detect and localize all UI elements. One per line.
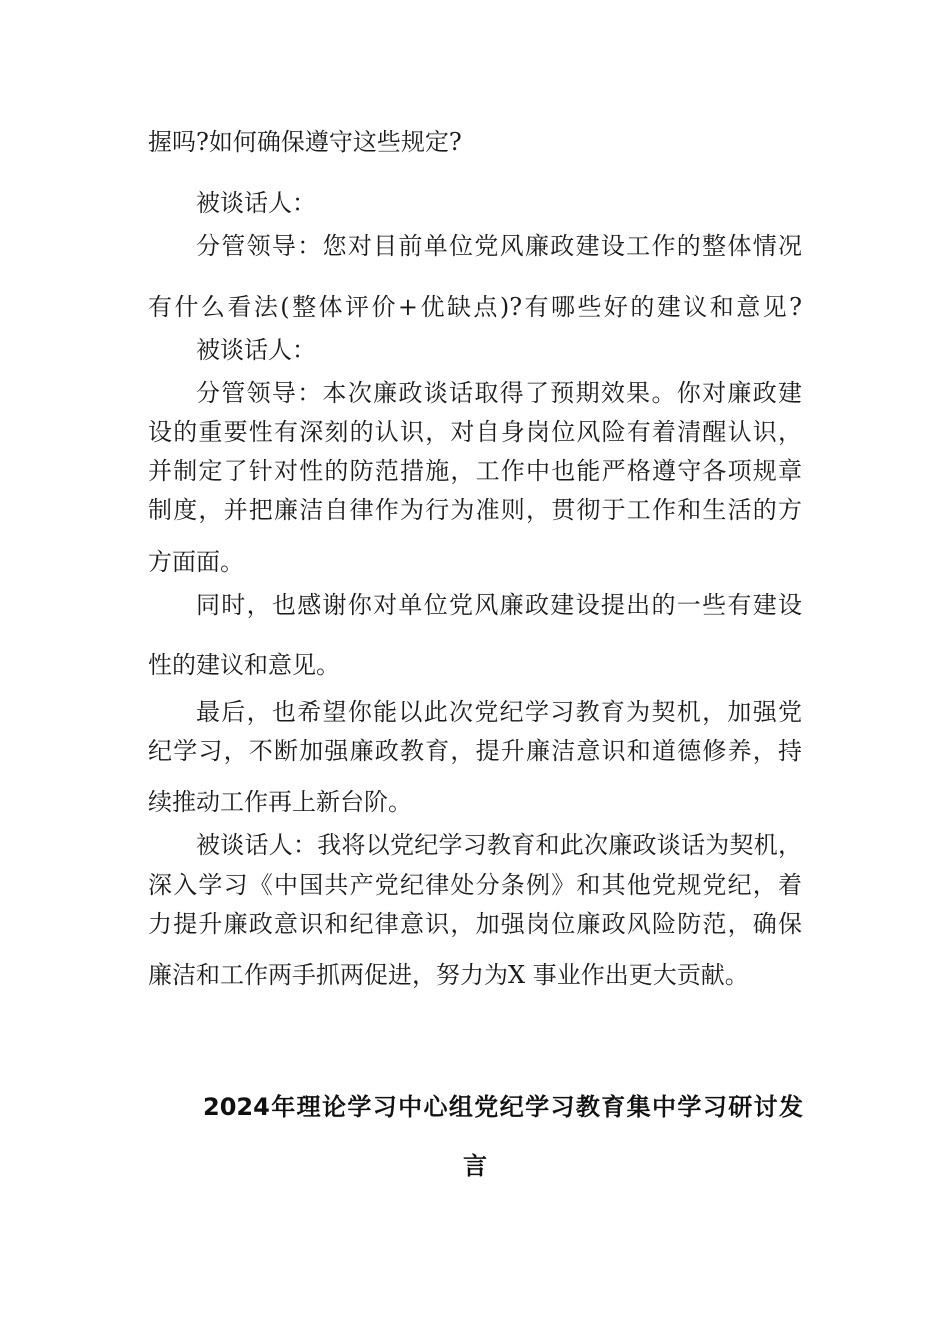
body-line: 握吗?如何确保遵守这些规定? bbox=[148, 128, 462, 156]
body-line: 最后，也希望你能以此次党纪学习教育为契机，加强党 bbox=[196, 698, 802, 726]
body-line: 被谈话人：我将以党纪学习教育和此次廉政谈话为契机， bbox=[196, 831, 802, 859]
body-line: 力提升廉政意识和纪律意识，加强岗位廉政风险防范，确保 bbox=[148, 910, 802, 938]
body-line: 廉洁和工作两手抓两促进，努力为X 事业作出更大贡献。 bbox=[148, 961, 749, 989]
body-line: 方面面。 bbox=[148, 548, 244, 576]
body-line: 被谈话人： bbox=[196, 336, 316, 364]
body-line: 同时，也感谢你对单位党风廉政建设提出的一些有建设 bbox=[196, 591, 802, 619]
section-title: 言 bbox=[463, 1152, 487, 1180]
body-line: 深入学习《中国共产党纪律处分条例》和其他党规党纪，着 bbox=[148, 871, 802, 899]
body-line: 并制定了针对性的防范措施，工作中也能严格遵守各项规章 bbox=[148, 457, 802, 485]
body-line: 设的重要性有深刻的认识，对自身岗位风险有着清醒认识， bbox=[148, 418, 802, 446]
body-line: 续推动工作再上新台阶。 bbox=[148, 788, 412, 816]
body-line: 纪学习，不断加强廉政教育，提升廉洁意识和道德修养，持 bbox=[148, 737, 802, 765]
body-line: 被谈话人： bbox=[196, 189, 316, 217]
body-line: 分管领导：本次廉政谈话取得了预期效果。你对廉政建 bbox=[196, 379, 802, 407]
body-line: 性的建议和意见。 bbox=[148, 651, 340, 679]
body-line: 有什么看法(整体评价+优缺点)?有哪些好的建议和意见? bbox=[148, 293, 802, 321]
body-line: 制度，并把廉洁自律作为行为准则，贯彻于工作和生活的方 bbox=[148, 496, 802, 524]
body-line: 分管领导：您对目前单位党风廉政建设工作的整体情况 bbox=[196, 232, 802, 260]
section-title: 2024年理论学习中心组党纪学习教育集中学习研讨发 bbox=[203, 1093, 803, 1121]
